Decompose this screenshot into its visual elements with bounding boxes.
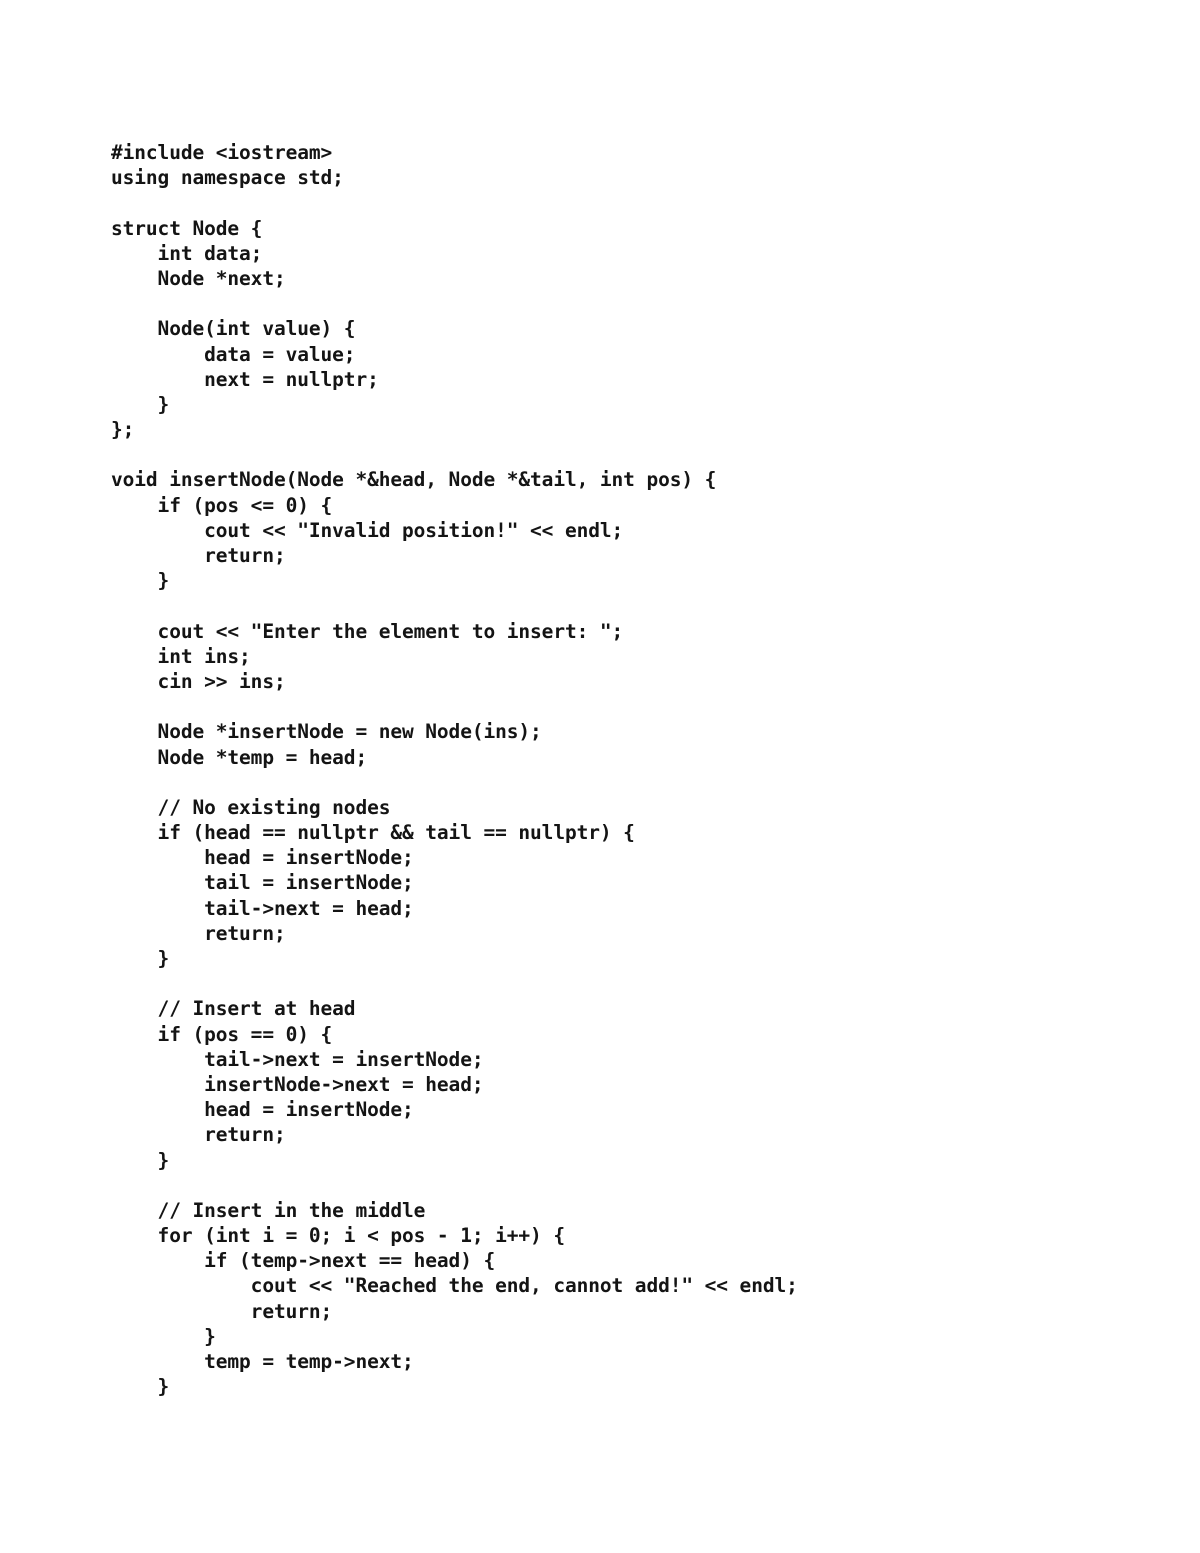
code-line: #include <iostream> (111, 141, 333, 164)
code-line: int ins; (111, 644, 251, 668)
code-line (111, 694, 798, 719)
code-line: tail = insertNode; (111, 871, 414, 895)
code-line (111, 971, 798, 996)
code-line: return; (111, 1299, 333, 1323)
code-line (111, 442, 798, 467)
code-line: Node *next; (111, 266, 286, 290)
code-line: cout << "Enter the element to insert: "; (111, 619, 624, 643)
code-line: return; (111, 921, 286, 945)
code-line: } (111, 569, 170, 593)
code-line (111, 593, 798, 618)
code-line: using namespace std; (111, 166, 344, 190)
code-line: // No existing nodes (111, 795, 391, 819)
code-line: } (111, 1375, 170, 1399)
code-line: // Insert at head (111, 997, 356, 1021)
code-line: Node(int value) { (111, 317, 356, 341)
code-line: void insertNode(Node *&head, Node *&tail, int pos) { (111, 468, 717, 492)
code-line: cout << "Invalid position!" << endl; (111, 518, 624, 542)
code-line: Node *insertNode = new Node(ins); (111, 720, 542, 744)
code-line: } (111, 1324, 216, 1348)
code-line: cin >> ins; (111, 669, 286, 693)
code-line: if (pos == 0) { (111, 1022, 333, 1046)
code-line: for (int i = 0; i < pos - 1; i++) { (111, 1224, 565, 1248)
code-line (111, 291, 798, 316)
code-line: return; (111, 1123, 286, 1147)
code-line (111, 770, 798, 795)
code-line: data = value; (111, 342, 356, 366)
code-line: }; (111, 418, 135, 442)
code-line: } (111, 392, 170, 416)
code-line: head = insertNode; (111, 846, 414, 870)
code-line: } (111, 947, 170, 970)
code-line: if (head == nullptr && tail == nullptr) { (111, 821, 635, 845)
code-line: if (pos <= 0) { (111, 493, 333, 517)
code-line (111, 190, 798, 215)
code-line: insertNode->next = head; (111, 1072, 484, 1096)
code-line: next = nullptr; (111, 367, 379, 391)
code-line: temp = temp->next; (111, 1350, 414, 1373)
code-line (111, 1173, 798, 1198)
code-line: int data; (111, 241, 263, 265)
code-line: tail->next = insertNode; (111, 1047, 484, 1071)
code-block (111, 140, 798, 1399)
code-line: } (111, 1148, 170, 1172)
code-line: // Insert in the middle (111, 1198, 426, 1222)
code-line: struct Node { (111, 216, 263, 240)
code-line: tail->next = head; (111, 896, 414, 920)
code-line: cout << "Reached the end, cannot add!" << endl; (111, 1274, 798, 1298)
code-line: if (temp->next == head) { (111, 1249, 496, 1273)
code-line: head = insertNode; (111, 1098, 414, 1122)
code-line: Node *temp = head; (111, 745, 368, 769)
code-line: return; (111, 544, 286, 567)
